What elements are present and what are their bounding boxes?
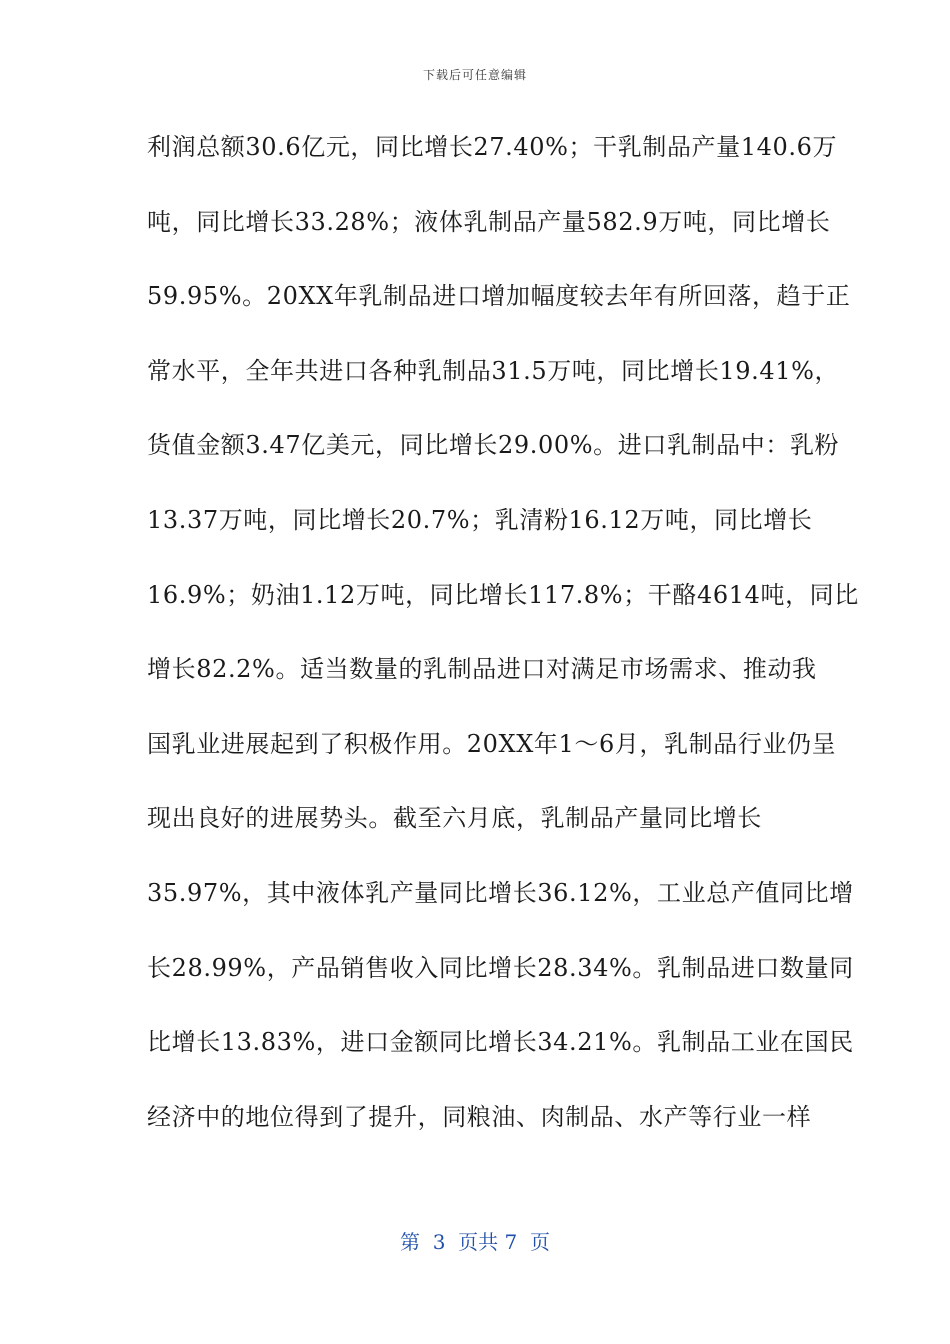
text-line: 35.97%，其中液体乳产量同比增长36.12%，工业总产值同比增 <box>147 878 854 907</box>
text-line: 13.37万吨，同比增长20.7%；乳清粉16.12万吨，同比增长 <box>147 505 813 534</box>
text-line: 吨，同比增长33.28%；液体乳制品产量582.9万吨，同比增长 <box>147 207 831 236</box>
text-line: 比增长13.83%，进口金额同比增长34.21%。乳制品工业在国民 <box>147 1028 854 1057</box>
text-line: 常水平，全年共进口各种乳制品31.5万吨，同比增长19.41%， <box>147 356 840 385</box>
text-line: 长28.99%，产品销售收入同比增长28.34%。乳制品进口数量同 <box>147 953 854 982</box>
text-line: 经济中的地位得到了提升，同粮油、肉制品、水产等行业一样 <box>147 1102 812 1131</box>
page-number-footer: 第 3 页共 7 页 <box>400 1230 550 1254</box>
text-line: 现出良好的进展势头。截至六月底，乳制品产量同比增长 <box>147 804 762 833</box>
text-line: 国乳业进展起到了积极作用。20XX年1～6月，乳制品行业仍呈 <box>147 729 837 758</box>
text-line: 货值金额3.47亿美元，同比增长29.00%。进口乳制品中：乳粉 <box>147 431 840 460</box>
text-line: 利润总额30.6亿元，同比增长27.40%；干乳制品产量140.6万 <box>147 133 838 161</box>
body-text <box>147 110 859 1154</box>
text-line: 16.9%；奶油1.12万吨，同比增长117.8%；干酪4614吨，同比 <box>147 580 859 609</box>
page-header-note: 下载后可任意编辑 <box>422 68 527 82</box>
text-line: 增长82.2%。适当数量的乳制品进口对满足市场需求、推动我 <box>147 655 817 684</box>
text-line: 59.95%。20XX年乳制品进口增加幅度较去年有所回落，趋于正 <box>147 282 851 311</box>
